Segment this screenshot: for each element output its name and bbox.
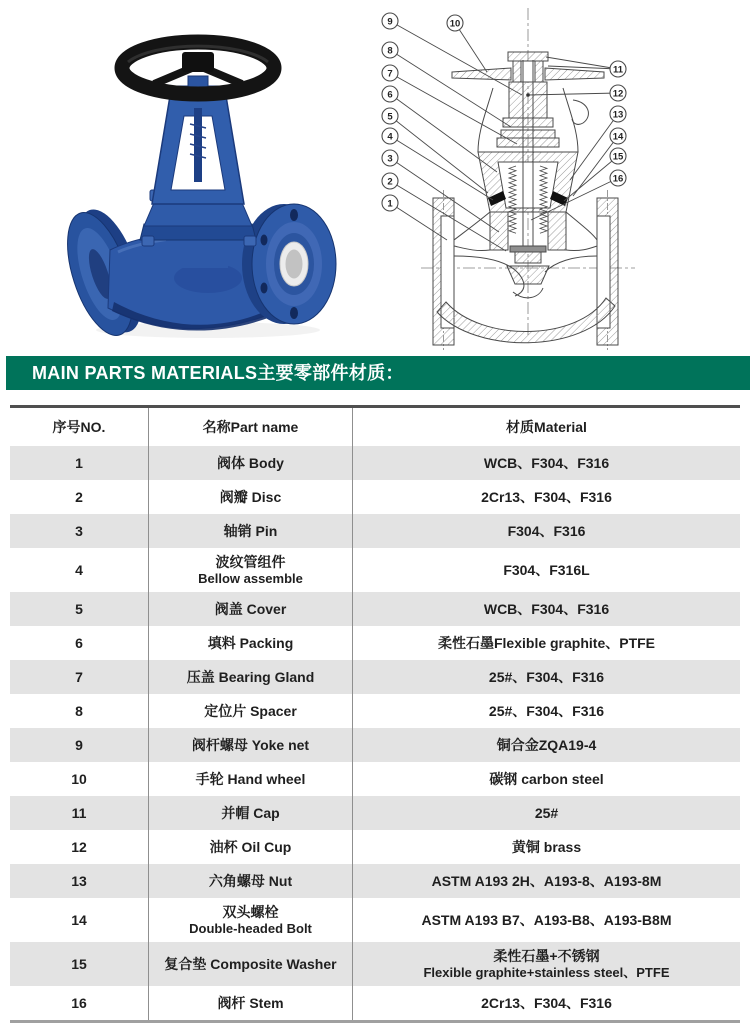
section-title: MAIN PARTS MATERIALS主要零部件材质： [32,363,404,383]
table-header-row [10,408,740,446]
cell-name: 六角螺母 Nut [149,864,353,898]
cell-material: 2Cr13、F304、F316 [481,488,612,505]
cell-name: 双头螺栓 Double-headed Bolt [149,898,353,942]
cell-no: 15 [10,942,149,986]
valve-photo-image [58,12,350,344]
cell-no: 5 [10,592,149,626]
header-part-name: 名称Part name [149,408,353,446]
table-row [10,864,740,898]
cell-no: 10 [10,762,149,796]
callout-number: 12 [612,88,624,100]
cell-material: 铜合金ZQA19-4 [496,736,597,753]
callout-number: 5 [387,111,393,123]
callout-number: 2 [387,176,393,188]
cell-name: 定位片 Spacer [149,694,353,728]
cell-material: 25# [534,804,559,821]
table-row [10,728,740,762]
cell-name: 阀杆 Stem [149,986,353,1020]
section-header [6,356,750,390]
callout-number: 15 [612,151,624,163]
cell-no: 9 [10,728,149,762]
cell-material: 25#、F304、F316 [488,668,605,685]
cell-no: 8 [10,694,149,728]
cell-material: F304、F316L [503,561,590,578]
cell-material: ASTM A193 2H、A193-8、A193-8M [431,872,662,889]
callout-number: 8 [387,45,393,57]
callout-number: 16 [612,173,624,185]
callout-number: 10 [449,18,461,30]
callout-number: 13 [612,109,624,121]
cell-no: 1 [10,446,149,480]
callout-number: 3 [387,153,393,165]
cell-name: 压盖 Bearing Gland [149,660,353,694]
cell-name: 阀瓣 Disc [149,480,353,514]
cell-no: 13 [10,864,149,898]
cell-no: 14 [10,898,149,942]
cell-no: 6 [10,626,149,660]
parts-table [10,405,740,1023]
callout-number: 6 [387,89,393,101]
cell-material: WCB、F304、F316 [483,454,610,471]
cell-name: 阀体 Body [149,446,353,480]
cell-no: 11 [10,796,149,830]
parts-table-body [10,446,740,1020]
cell-no: 12 [10,830,149,864]
cell-material: 柔性石墨Flexible graphite、PTFE [437,634,656,651]
cell-name: 手轮 Hand wheel [149,762,353,796]
cell-name: 并帽 Cap [149,796,353,830]
cell-no: 16 [10,986,149,1020]
table-row [10,898,740,942]
cell-name: 阀杆螺母 Yoke net [149,728,353,762]
table-row [10,694,740,728]
cell-name: 复合垫 Composite Washer [149,942,353,986]
table-row [10,762,740,796]
cell-no: 4 [10,548,149,592]
cell-name: 油杯 Oil Cup [149,830,353,864]
table-row [10,514,740,548]
table-row [10,796,740,830]
callout-number: 14 [612,131,624,143]
table-row [10,942,740,986]
callout-number: 9 [387,16,393,28]
cell-material: F304、F316 [507,522,586,539]
header-material: 材质Material [506,419,587,435]
cell-name: 阀盖 Cover [149,592,353,626]
cell-material: 2Cr13、F304、F316 [481,994,612,1011]
valve-section-drawing [375,0,750,352]
cell-material: 碳钢 carbon steel [489,770,604,787]
cell-name: 轴销 Pin [149,514,353,548]
cell-material: 黄铜 brass [511,838,582,855]
cell-material: WCB、F304、F316 [483,600,610,617]
cell-material: 柔性石墨+不锈钢 Flexible graphite+stainless steel、PTFE [423,948,670,980]
table-row [10,446,740,480]
table-row [10,626,740,660]
table-row [10,986,740,1020]
cell-name: 波纹管组件 Bellow assemble [149,548,353,592]
header-no: 序号NO. [10,408,149,446]
cell-material: 25#、F304、F316 [488,702,605,719]
cell-no: 3 [10,514,149,548]
callout-number: 4 [387,131,393,143]
table-row [10,830,740,864]
table-row [10,480,740,514]
cell-material: ASTM A193 B7、A193-B8、A193-B8M [421,911,672,928]
valve-photo [58,12,350,344]
cell-no: 2 [10,480,149,514]
table-row [10,660,740,694]
callout-number: 1 [387,198,393,210]
valve-section-image [375,0,750,352]
cell-no: 7 [10,660,149,694]
table-row [10,592,740,626]
callout-number: 7 [387,68,393,80]
callout-number: 11 [612,64,624,76]
table-row [10,548,740,592]
cell-name: 填料 Packing [149,626,353,660]
